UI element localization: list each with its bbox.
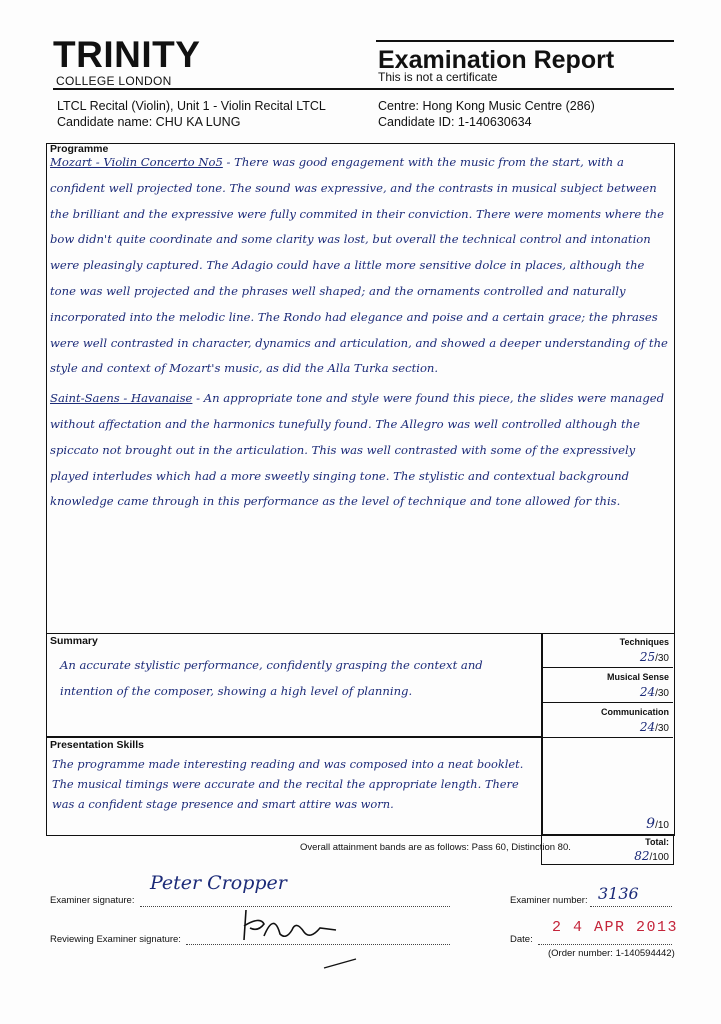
logo-trinity: TRINITY: [53, 34, 201, 75]
reviewing-signature-label: Reviewing Examiner signature:: [50, 934, 181, 945]
piece1-title: Mozart - Violin Concerto No5: [50, 155, 223, 169]
header-rule-bottom: [53, 88, 674, 90]
exam-title: LTCL Recital (Violin), Unit 1 - Violin Recital LTCL: [57, 99, 326, 113]
report-title: Examination Report: [378, 46, 615, 74]
techniques-box: [542, 633, 673, 668]
reviewing-signature: [240, 906, 340, 946]
examiner-signature-label: Examiner signature:: [50, 895, 135, 906]
examiner-number: 3136: [598, 884, 639, 903]
communication-score: 24/30: [639, 720, 669, 734]
musical-sense-score: 24/30: [639, 685, 669, 699]
piece2-title: Saint-Saens - Havanaise: [50, 391, 193, 406]
presentation-score: 9/10: [646, 816, 669, 832]
stray-pen-mark: [322, 956, 358, 970]
logo-subtitle: COLLEGE LONDON: [56, 74, 172, 88]
total-score: 82/100: [634, 849, 669, 863]
examiner-number-label: Examiner number:: [510, 895, 588, 906]
communication-box: [542, 703, 673, 738]
date-stamp: 2 4 APR 2013: [552, 919, 679, 936]
examiner-signature: Peter Cropper: [150, 872, 287, 894]
date-line: [538, 944, 672, 945]
programme-label: Programme: [50, 143, 109, 155]
summary-divider: [46, 736, 542, 738]
order-number: (Order number: 1-140594442): [548, 948, 675, 959]
techniques-score: 25/30: [639, 650, 669, 664]
piece2-comment: - An appropriate tone and style were found this piece, the slides were managed without affectation and the harmonics tunefully found. The Allegro was well controlled although the spiccato not brought out in the articulation. This was well contrasted with some of the expressively played interludes which had a more sweetly singing tone. The stylistic and contextual background knowledge came through in this performance as the level of technique and tone allowed for this.: [50, 391, 665, 509]
musical-sense-label: Musical Sense: [606, 672, 669, 682]
attainment-bands: Overall attainment bands are as follows: Pass 60, Distinction 80.: [300, 842, 571, 853]
techniques-label: Techniques: [619, 637, 669, 647]
date-label: Date:: [510, 934, 533, 945]
score-column: [542, 633, 673, 836]
total-label: Total:: [645, 837, 669, 847]
report-subtitle: This is not a certificate: [378, 70, 498, 84]
centre: Centre: Hong Kong Music Centre (286): [378, 99, 595, 113]
summary-text: An accurate stylistic performance, confidently grasping the context and intention of the composer, showing a high level of planning.: [60, 658, 483, 698]
candidate-name: Candidate name: CHU KA LUNG: [57, 115, 241, 129]
presentation-text: The programme made interesting reading and was composed into a neat booklet. The musical timings were accurate and the recital the appropriate length. There was a confident stage presence and smart attire was worn.: [52, 757, 524, 811]
candidate-id: Candidate ID: 1-140630634: [378, 115, 532, 129]
communication-label: Communication: [600, 707, 669, 717]
summary-label: Summary: [50, 635, 98, 647]
presentation-label: Presentation Skills: [50, 739, 144, 751]
musical-sense-box: [542, 668, 673, 703]
examiner-number-line: [590, 906, 672, 907]
programme-text: [50, 150, 670, 515]
header-rule-right: [376, 40, 674, 42]
piece1-comment: - There was good engagement with the music from the start, with a confident well projected tone. The sound was expressive, and the contrasts in musical subject between the brilliant and the expressive were fully commited in their conviction. There were moments where the bow didn't quite coordinate and some clarity was lost, but overall the technical control and intonation were pleasingly captured. The Adagio could have a little more sensitive dolce in places, although the tone was well projected and the phrases well shaped; and the ornaments controlled and naturally incorporated into the melodic line. The Rondo had elegance and poise and a certain grace; the phrases were well contrasted in character, dynamics and articulation, and showed a deeper understanding of the style and context of Mozart's music, as did the Alla Turka section.: [50, 155, 668, 376]
